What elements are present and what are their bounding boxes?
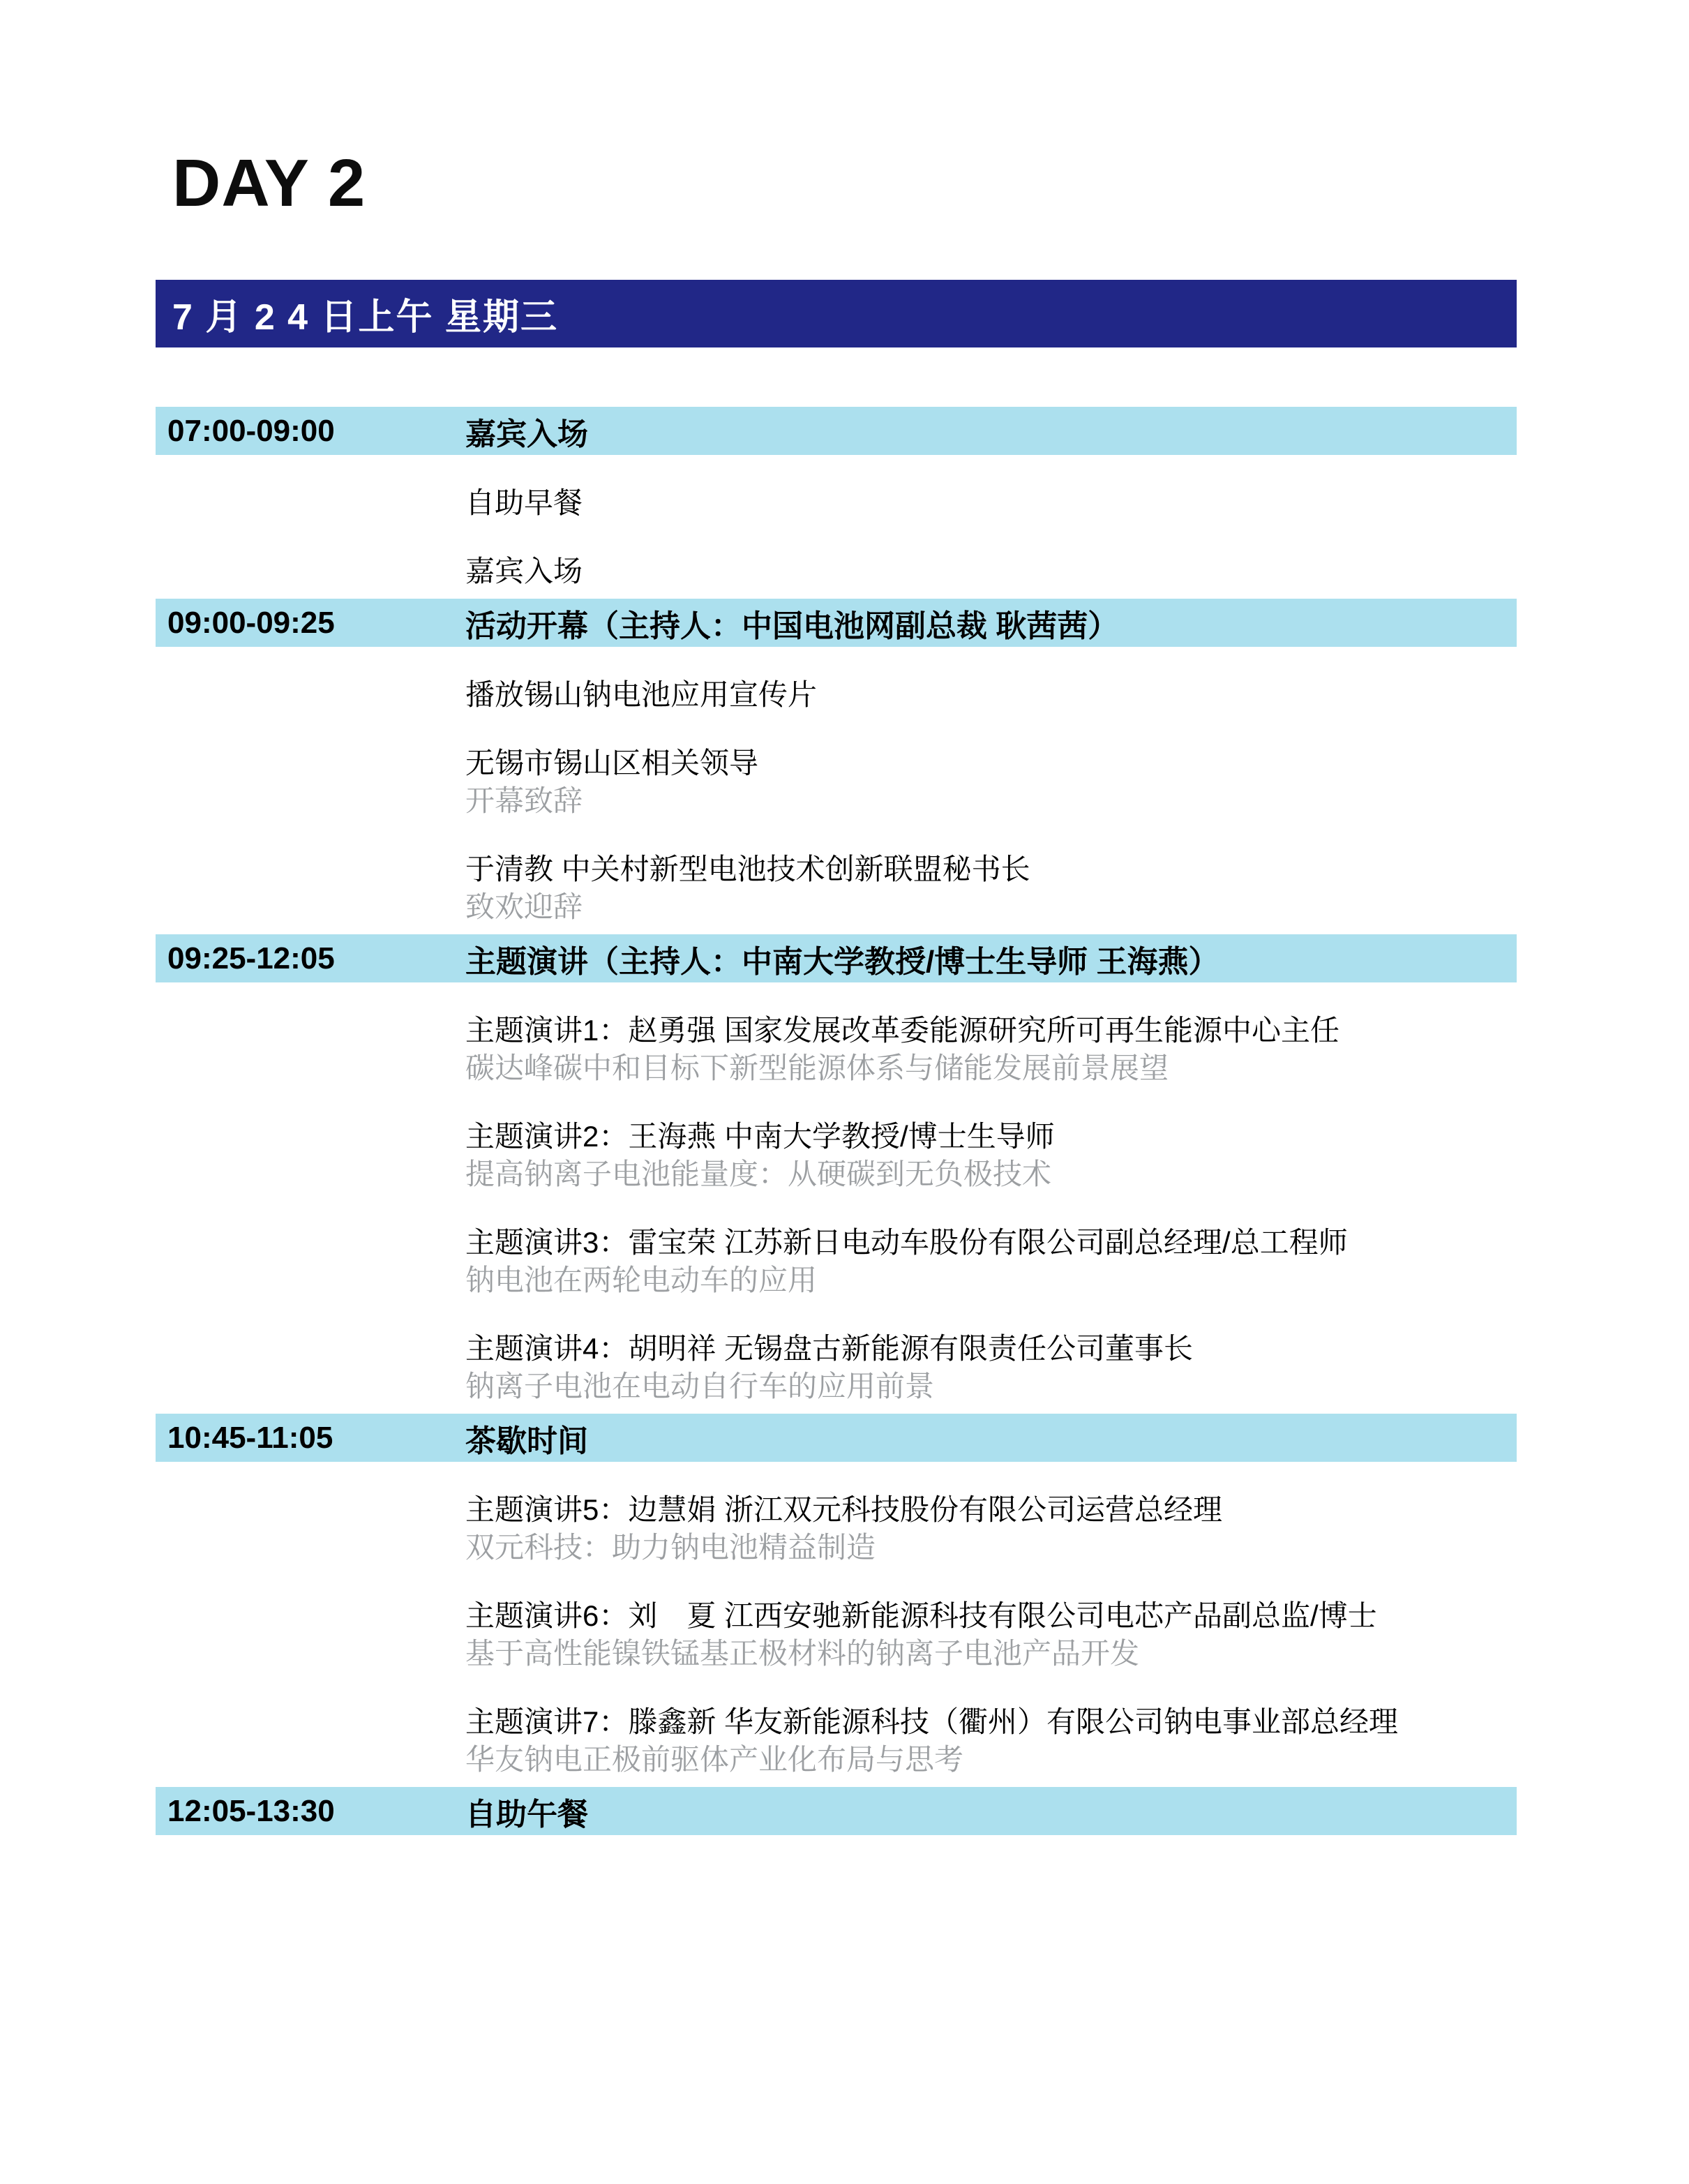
agenda-item-sub: 开幕致辞 [465, 784, 583, 817]
agenda-item-sub: 钠电池在两轮电动车的应用 [465, 1264, 818, 1296]
agenda-item-sub: 钠离子电池在电动自行车的应用前景 [465, 1370, 935, 1403]
agenda-item-main: 主题演讲6：刘 夏 江西安驰新能源科技有限公司电芯产品副总监/博士 [465, 1599, 1377, 1632]
date-header-bar [156, 280, 1517, 347]
time-slot-row [156, 407, 1517, 455]
agenda-item [465, 1012, 1517, 1087]
schedule-section [156, 1414, 1517, 1787]
agenda-item-main: 主题演讲3：雷宝荣 江苏新日电动车股份有限公司副总经理/总工程师 [465, 1226, 1348, 1259]
agenda-item-main: 自助早餐 [465, 486, 583, 519]
agenda-item-main: 主题演讲4：胡明祥 无锡盘古新能源有限责任公司董事长 [465, 1332, 1194, 1365]
agenda-page [156, 0, 1517, 1835]
schedule-section [156, 407, 1517, 599]
time-slot-row [156, 934, 1517, 982]
agenda-item-sub: 双元科技：助力钠电池精益制造 [465, 1531, 876, 1564]
agenda-item-sub: 致欢迎辞 [465, 890, 583, 923]
agenda-item-main: 主题演讲1：赵勇强 国家发展改革委能源研究所可再生能源中心主任 [465, 1014, 1340, 1047]
slot-title: 自助午餐 [465, 1797, 588, 1832]
agenda-item-main: 主题演讲7：滕鑫新 华友新能源科技（衢州）有限公司钠电事业部总经理 [465, 1705, 1399, 1738]
slot-time: 09:25-12:05 [167, 941, 335, 975]
agenda-item [465, 484, 1517, 522]
section-items [156, 1462, 1517, 1787]
agenda-item [465, 1491, 1517, 1566]
agenda-item [465, 1224, 1517, 1299]
agenda-item [465, 1118, 1517, 1193]
agenda-item-main: 于清教 中关村新型电池技术创新联盟秘书长 [465, 853, 1030, 885]
slot-time: 12:05-13:30 [167, 1793, 335, 1828]
agenda-item [465, 1703, 1517, 1779]
schedule-section [156, 934, 1517, 1414]
slot-time: 07:00-09:00 [167, 413, 335, 448]
schedule-section [156, 1787, 1517, 1835]
schedule-section [156, 599, 1517, 934]
agenda-item [465, 745, 1517, 820]
agenda-item-sub: 提高钠离子电池能量度：从硬碳到无负极技术 [465, 1158, 1052, 1190]
time-slot-row [156, 1414, 1517, 1462]
section-items [156, 647, 1517, 934]
section-items [156, 455, 1517, 599]
agenda-item-main: 无锡市锡山区相关领导 [465, 747, 759, 779]
date-header-label: 7 月 2 4 日上午 星期三 [172, 297, 558, 338]
slot-time: 09:00-09:25 [167, 605, 335, 640]
slot-title: 茶歇时间 [465, 1423, 588, 1458]
agenda-item [465, 553, 1517, 590]
agenda-item-main: 主题演讲2：王海燕 中南大学教授/博士生导师 [465, 1120, 1055, 1153]
agenda-item-sub: 基于高性能镍铁锰基正极材料的钠离子电池产品开发 [465, 1637, 1140, 1670]
agenda-item-main: 主题演讲5：边慧娟 浙江双元科技股份有限公司运营总经理 [465, 1493, 1223, 1526]
section-items [156, 982, 1517, 1414]
agenda-item-sub: 碳达峰碳中和目标下新型能源体系与储能发展前景展望 [465, 1052, 1169, 1084]
agenda-item-main: 嘉宾入场 [465, 555, 583, 588]
slot-title: 主题演讲（主持人：中南大学教授/博士生导师 王海燕） [465, 944, 1219, 979]
agenda-item [465, 676, 1517, 714]
time-slot-row [156, 1787, 1517, 1835]
slot-title: 嘉宾入场 [465, 417, 588, 451]
slot-time: 10:45-11:05 [167, 1420, 333, 1455]
agenda-item-sub: 华友钠电正极前驱体产业化布局与思考 [465, 1743, 964, 1776]
agenda-item [465, 851, 1517, 926]
agenda-item [465, 1330, 1517, 1405]
page-title: DAY 2 [172, 146, 366, 220]
agenda-item-main: 播放锡山钠电池应用宣传片 [465, 678, 818, 711]
time-slot-row [156, 599, 1517, 647]
slot-title: 活动开幕（主持人：中国电池网副总裁 耿茜茜） [465, 608, 1119, 643]
agenda-item [465, 1597, 1517, 1673]
schedule [156, 407, 1517, 1835]
